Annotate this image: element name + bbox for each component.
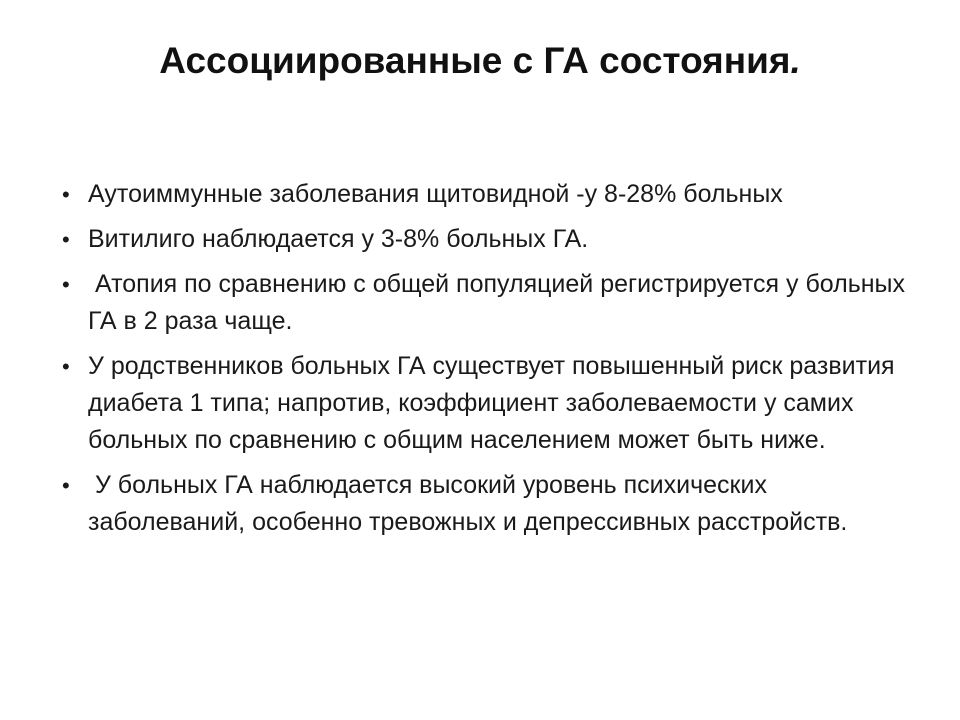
bullet-item xyxy=(62,221,912,258)
bullet-text: Атопия по сравнению с общей популяцией регистрируется у больных ГА в 2 раза чаще. xyxy=(88,270,912,335)
bullet-icon: • xyxy=(62,182,70,207)
slide-title-period: . xyxy=(790,40,801,81)
bullet-item xyxy=(62,266,912,340)
bullet-text: Витилиго наблюдается у 3-8% больных ГА. xyxy=(88,225,589,253)
bullet-text: У больных ГА наблюдается высокий уровень психических заболеваний, особенно тревожных и депрессивных расстройств. xyxy=(88,471,848,536)
bullet-text: Аутоиммунные заболевания щитовидной -у 8-28% больных xyxy=(88,180,783,208)
bullet-list xyxy=(62,176,912,549)
bullet-icon: • xyxy=(62,272,70,297)
bullet-item xyxy=(62,176,912,213)
slide-title xyxy=(0,40,960,82)
bullet-item xyxy=(62,467,912,541)
slide-title-text: Ассоциированные с ГА состояния xyxy=(159,40,791,81)
bullet-icon: • xyxy=(62,227,70,252)
bullet-text: У родственников больных ГА существует повышенный риск развития диабета 1 типа; напротив, коэффициент заболеваемости у самих больных по сравнению с общим населением может быть ниже. xyxy=(88,352,902,454)
bullet-icon: • xyxy=(62,473,70,498)
bullet-item xyxy=(62,348,912,459)
bullet-icon: • xyxy=(62,354,70,379)
